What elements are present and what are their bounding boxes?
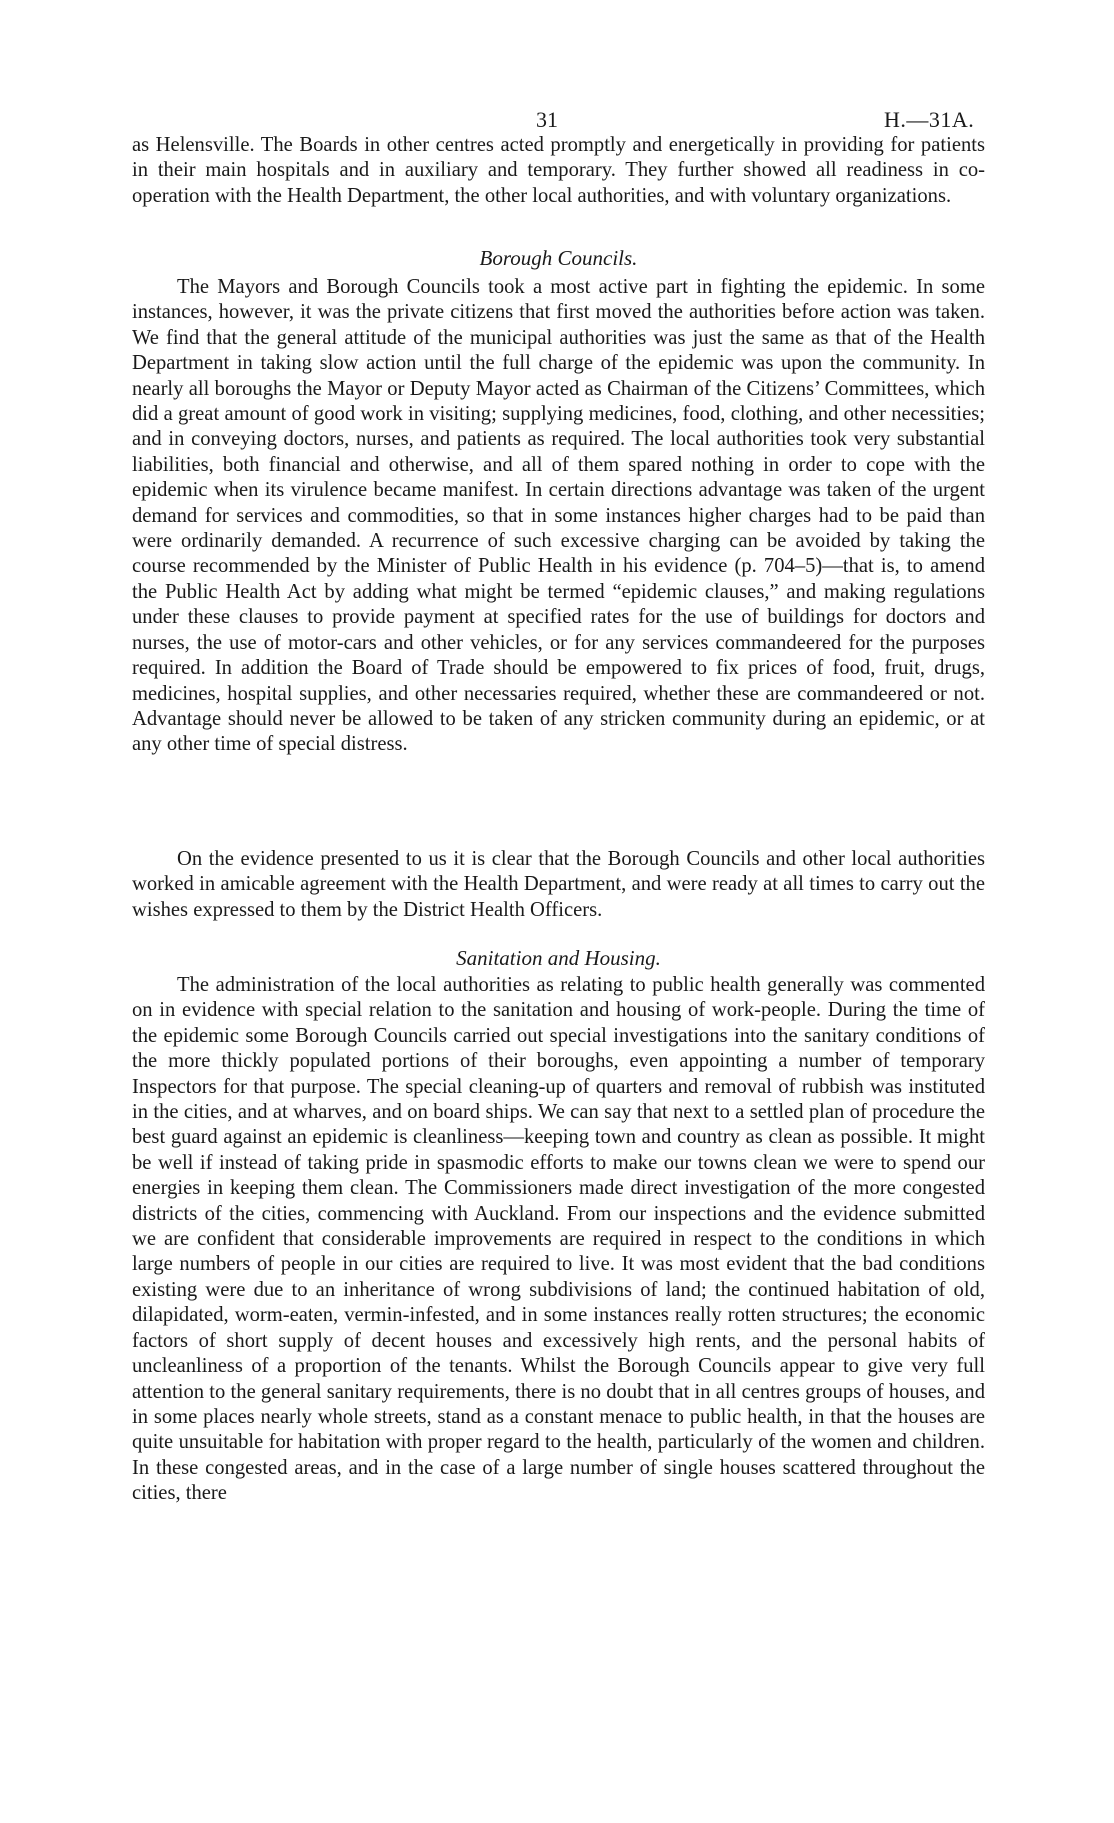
- body-block-3: [132, 847, 985, 923]
- paragraph-sanitation: The administration of the local authorities as relating to public health generally was commented on in evidence with special relation to the sanitation and housing of work-people. During the time of the epidemic some Borough Councils carried out special investigations into the sanitary conditions of the more thickly populated portions of their boroughs, even appointing a number of temporary Inspectors for that purpose. The special cleaning-up of quarters and removal of rubbish was instituted in the cities, and at wharves, and on board ships. We can say that next to a settled plan of procedure the best guard against an epidemic is cleanliness—keeping town and country as clean as possible. It might be well if instead of taking pride in spasmodic efforts to make our towns clean we were to spend our energies in keeping them clean. The Commissioners made direct investigation of the more congested districts of the cities, commencing with Auckland. From our inspections and the evidence submitted we are confident that considerable improvements are required in respect to the conditions in which large numbers of people in our cities are required to live. It was most evident that the bad conditions existing were due to an inheritance of wrong subdivisions of land; the continued habitation of old, dilapidated, worm-eaten, vermin-infested, and in some instances really rotten structures; the economic factors of short supply of decent houses and excessively high rents, and the personal habits of uncleanliness of a proportion of the tenants. Whilst the Borough Councils appear to give very full attention to the general sanitary requirements, there is no doubt that in all centres groups of houses, and in some places nearly whole streets, stand as a constant menace to public health, in that the houses are quite unsuitable for habitation with proper regard to the health, particularly of the women and children. In these congested areas, and in the case of a large number of single houses scattered throughout the cities, there: [132, 974, 985, 1505]
- heading-sanitation-housing: Sanitation and Housing.: [456, 946, 661, 970]
- page-number: 31: [536, 107, 558, 132]
- heading-borough-councils: Borough Councils.: [479, 246, 638, 270]
- body-block-1: [132, 133, 985, 209]
- paragraph-evidence: On the evidence presented to us it is clear that the Borough Councils and other local authorities worked in amicable agreement with the Health Department, and were ready at all times to carry out the wishes expressed to them by the District Health Officers.: [132, 848, 985, 921]
- page-reference: H.—31A.: [884, 107, 975, 132]
- body-block-4: [132, 973, 985, 1507]
- body-block-2: [132, 275, 985, 758]
- paragraph-helensville: as Helensville. The Boards in other centres acted promptly and energetically in providing for patients in their main hospitals and in auxiliary and temporary. They further showed all readiness in co-operation with the Health Department, the other local authorities, and with voluntary organizations.: [132, 134, 985, 207]
- paragraph-borough-councils: The Mayors and Borough Councils took a most active part in fighting the epidemic. In some instances, however, it was the private citizens that first moved the authorities before action was taken. We find that the general attitude of the municipal authorities was just the same as that of the Health Department in taking slow action until the full charge of the epidemic was upon the community. In nearly all boroughs the Mayor or Deputy Mayor acted as Chairman of the Citizens’ Committees, which did a great amount of good work in visiting; supplying medicines, food, clothing, and other necessities; and in conveying doctors, nurses, and patients as required. The local authorities took very substantial liabilities, both financial and otherwise, and all of them spared nothing in order to cope with the epidemic when its virulence became manifest. In certain directions advantage was taken of the urgent demand for services and commodities, so that in some instances higher charges had to be paid than were ordinarily demanded. A recurrence of such excessive charging can be avoided by taking the course recommended by the Minister of Public Health in his evidence (p. 704–5)—that is, to amend the Public Health Act by adding what might be termed “epidemic clauses,” and making regulations under these clauses to provide payment at specified rates for the use of buildings for doctors and nurses, the use of motor-cars and other vehicles, or for any services commandeered for the purposes required. In addition the Board of Trade should be empowered to fix prices of food, fruit, drugs, medicines, hospital supplies, and other necessaries required, whether these are commandeered or not. Advantage should never be allowed to be taken of any stricken community during an epidemic, or at any other time of special distress.: [132, 276, 985, 756]
